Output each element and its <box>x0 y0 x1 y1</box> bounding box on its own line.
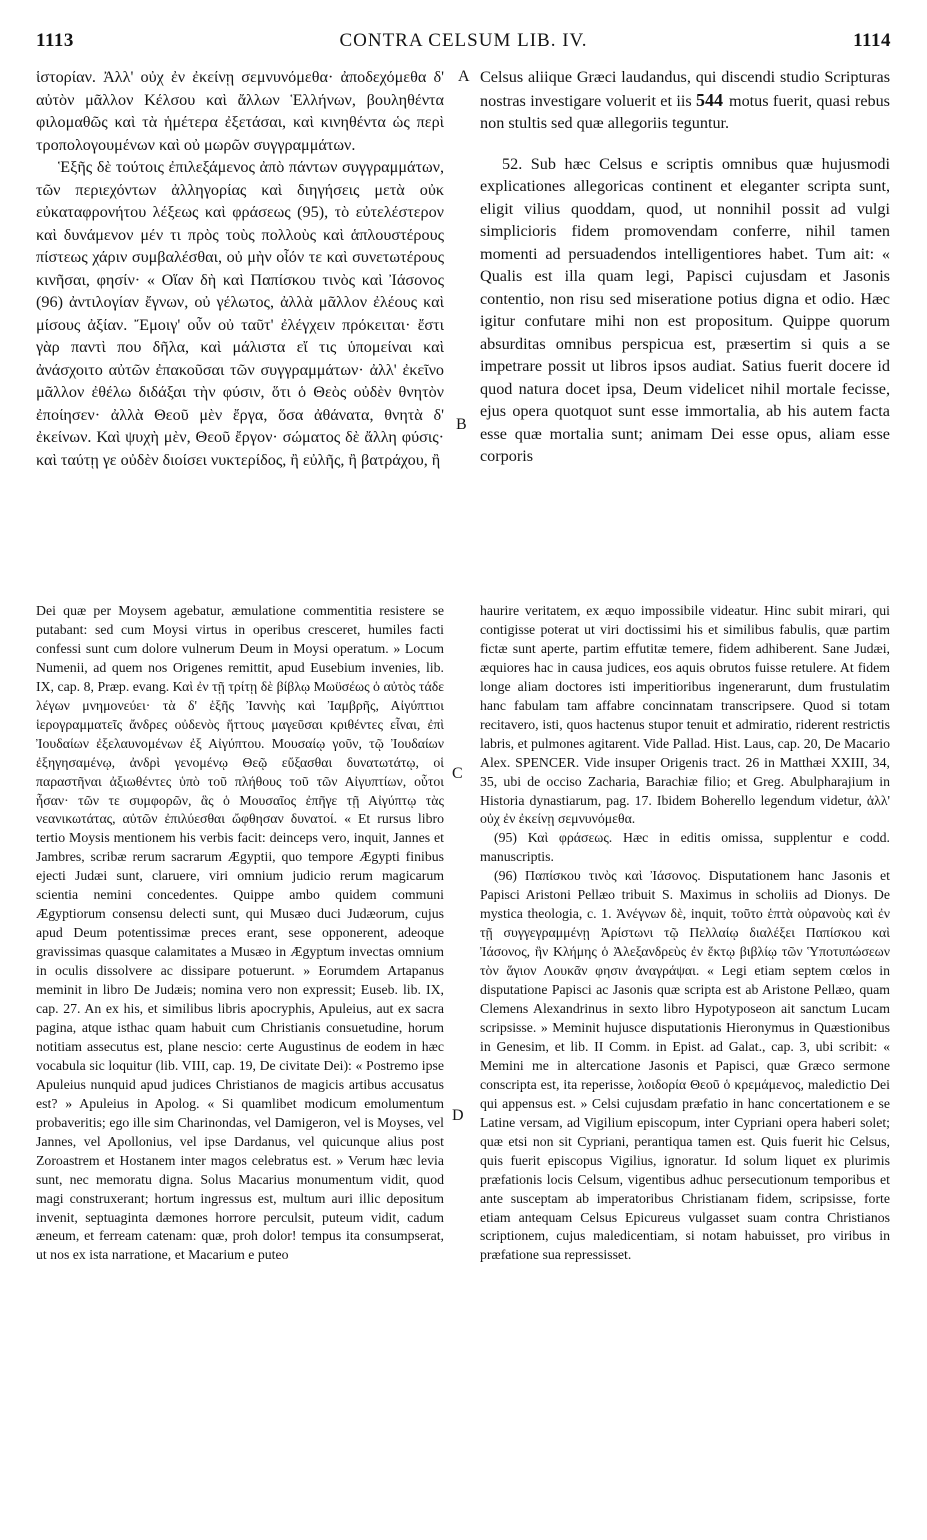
greek-paragraph-1: ἱστορίαν. Ἀλλ' οὐχ ἐν ἐκείνῃ σεμνυνόμεθα· ἀποδεχόμεθα δ' αὐτὸν μᾶλλον Κέλσου καὶ ἄλλων Ἑλλήνων, βουληθέντα φιλομαθῶς καὶ τὰ ἡμέτερα ἐξετάσαι, καὶ κινηθέντα ὡς περὶ τροπολογουμένων καὶ οὐ μωρῶν συγγραμμάτων. <box>36 68 444 154</box>
margin-letter-b: B <box>456 416 467 433</box>
column-number-544: 544 <box>696 89 723 110</box>
page-header <box>0 30 927 60</box>
note-96: (96) Παπίσκου τινὸς καὶ Ἰάσονος. Disputationem hanc Jasonis et Papisci Aristoni Pellæo tribuit S. Maximus in scholiis ad Dionys. De mystica theologia, c. 1. Ἀνέγνων δὲ, inquit, τοῦτο ἑπτὰ οὐρανοὺς καὶ ἐν τῇ συγγεγραμμένῃ Ἀρίστωνι τῷ Πελλαίῳ διαλέξει Παπίσκου καὶ Ἰάσονος, ἣν Κλήμης ὁ Ἀλεξανδρεὺς ἐν ἕκτῳ βιβλίῳ τῶν Ὑποτυπώσεων τὸν ἅγιον Λουκᾶν φησιν ἀναγράψαι. « Legi etiam septem cœlos in disputatione Papisci ac Jasonis quæ scripta est ab Aristone Pellæo, quam Clemens Alexandrinus in sexto libro Hypotyposeon ait sanctum Lucam scripsisse. » Meminit hujusce disputationis Hieronymus in Quæstionibus in Genesim, et lib. II Comm. in Epist. ad Galat., cap. 3, ubi scribit: « Memini me in altercatione Jasonis et Papisci, quæ Græco sermone conscripta est, ita reperisse, λοιδορία Θεοῦ ὁ κρεμάμενος, maledictio Dei qui appensus est. » Celsi cujusdam præfatio in hanc concertationem e se Latine versam, ad Vigilium episcopum, inter Cypriani opera haberi solet; quæ etsi non sit Cypriani, perantiqua tamen est. Quis fuerit hic Celsus, quis fuerit episcopus Vigilius, ignoratur. Id solum liquet ex plurimis præfationis locis Celsum, vigentibus adhuc persecutionum temporibus et ante susceptam ab imperatoribus Christianam fidem, scripsisse, forte etiam antequam Celsus Epicureus vulgasset suam contra Christianos scriptionem, cujus maledicentiam, si notam habuisset, pro viribus in præfatione sua repressisset. <box>480 868 890 1263</box>
right-page-number: 1114 <box>853 30 891 51</box>
latin-paragraph-1-text: Celsus aliique Græci laudandus, qui discendi studio Scripturas nostras investigare voluerit et iis 544 motus fuerit, quasi rebus non stultis sed quæ allegoriis teguntur. <box>480 68 890 132</box>
note-continuation-right: haurire veritatem, ex æquo impossibile videatur. Hinc subit mirari, qui contigisse poterat ut viri doctissimi his et similibus fabulis, quæ partim fictæ sunt aperte, partim effutitæ temere, fidem adhiberent. Sane Judæi, æquiores hac in causa judices, eos aquis obrutos fuisse retulere. At fidem longe aliam doctores isti imperitioribus ingenerarunt, dum frustulatim hanc fabulam tam affabre concinnatam transcripsere. Quod si totam recitavero, isti, quos hactenus stupor tenuit et admiratio, riderent restrictis labris, et pulmones agitarent. Vide Pallad. Hist. Laus, cap. 20, De Macario Alex. SPENCER. Vide insuper Origenis tract. 26 in Matthæi XXIII, 34, 35, ubi de occiso Zacharia, Barachiæ filio; et Greg. Abulpharajium in Historia dynastiarum, pag. 17. Ibidem Boherello legendum videtur, ἀλλ' οὐχ ἐν ἐκείνῃ σεμνυνόμεθα. <box>480 603 890 827</box>
margin-letter-a: A <box>458 68 470 85</box>
greek-paragraph-2: Ἑξῆς δὲ τούτοις ἐπιλεξάμενος ἀπὸ πάντων συγγραμμάτων, τῶν περιεχόντων ἀλληγορίας καὶ διηγήσεις μετὰ οὐκ εὐκαταφρονήτου λέξεως καὶ φράσεως (95), τὸ εὐτελέστερον καὶ δυνάμενον μέν τι πρὸς τοὺς πολλοὺς καὶ ἁπλουστέρους πίστεως χάριν συμβαλέσθαι, οὐ μὴν οἷόν τε καὶ συνετωτέρους κινῆσαι, φησίν· « Οἵαν δὴ καὶ Παπίσκου τινὸς καὶ Ἰάσονος (96) ἀντιλογίαν ἔγνων, οὐ γέλωτος, ἀλλὰ μᾶλλον ἐλέους καὶ μίσους ἀξίαν. Ἔμοιγ' οὖν οὐ ταῦτ' ἐλέγχειν πρόκειται· ἔστι γὰρ παντὶ που δῆλα, καὶ μάλιστα εἴ τις ὑπομείναι καὶ ἀνάσχοιτο αὐτῶν ἐπακοῦσαι τῶν συγγραμμάτων· ἀλλ' ἐκεῖνο μᾶλλον ἐθέλω διδάξαι τὴν φύσιν, ὅτι ὁ Θεὸς οὐδὲν θνητὸν ἐποίησεν· ἀλλὰ Θεοῦ μὲν ἔργα, ὅσα ἀθάνατα, θνητὰ δ' ἐκείνων. Καὶ ψυχὴ μὲν, Θεοῦ ἔργον· σώματος δὲ ἄλλη φύσις· καὶ ταύτῃ γε οὐδὲν διοίσει νυκτερίδος, ἢ εὐλῆς, ἢ βατράχου, ἢ <box>36 158 444 469</box>
running-title: CONTRA CELSUM LIB. IV. <box>339 30 588 51</box>
greek-text-column <box>36 66 444 471</box>
left-page-number: 1113 <box>36 30 74 51</box>
notes-right-column <box>480 602 890 1265</box>
margin-letter-d: D <box>452 1107 464 1124</box>
latin-text-column <box>480 66 890 468</box>
notes-left-column <box>36 602 444 1265</box>
latin-paragraph-2: 52. Sub hæc Celsus e scriptis omnibus quæ hujusmodi explicationes allegoricas continent et eleganter scripta sunt, eligit vilius quoddam, quod, ut nonnihil possit ad vulgi simplicioris fidem promovendam conferre, nihil tamen momenti ad persuadendos intelligentiores habet. Tum ait: « Qualis est illa quam legi, Papisci cujusdam et Jasonis contentio, non risu sed miseratione potius digna et odio. Hæc igitur confutare mihi non est propositum. Quippe quorum absurditas omnibus perspicua est, præsertim si quis a se impetrare possit ut libros ipsos audiat. Satius fuerit docere id quod natura docet ipsa, Deum videlicet nihil mortale fecisse, ejus opera quotquot sunt esse immortalia, ab his autem facta esse quæ mortalia sunt; animam Dei esse opus, aliam esse corporis <box>480 154 890 465</box>
note-continuation-left: Dei quæ per Moysem agebatur, æmulatione commentitia resistere se putabant: sed cum Moysi virtus in operibus cresceret, humiles facti confessi sunt cum dolore vulnerum Deum in Moysi operatum. » Locum Numenii, ad quem nos Origenes remittit, apud Eusebium invenies, lib. IX, cap. 8, Præp. evang. Καὶ ἐν τῇ τρίτῃ δὲ βίβλῳ Μωϋσέως ὁ αὐτὸς τάδε λέγων μνημονεύει· τὰ δ' ἑξῆς Ἰαννὴς καὶ Ἰαμβρῆς, Αἰγύπτιοι ἱερογραμματεῖς ἄνδρες οὐδενὸς ἥττους μαγεῦσαι κριθέντες εἶναι, ἐπὶ Ἰουδαίων ἐξελαυνομένων ἐξ Αἰγύπτου. Μουσαίῳ γοῦν, τῷ Ἰουδαίων ἐξηγησαμένῳ, ἀνδρὶ γενομένῳ Θεῷ εὔξασθαι δυνατωτάτῳ, οἱ παραστῆναι ἀξιωθέντες ὑπὸ τοῦ πλήθους τοῦ τῶν Αἰγυπτίων, οὗτοι ἦσαν· τῶν τε συμφορῶν, ἃς ὁ Μουσαῖος ἐπῆγε τῇ Αἰγύπτῳ τὰς νεανικωτάτας, αὐτῶν ἐπιλύεσθαι ὤφθησαν δυνατοί. « Et rursus libro tertio Moysis mentionem his verbis facit: deinceps vero, inquit, Jannes et Jambres, scribæ rerum sacrarum Ægyptii, quo tempore Ægypti finibus ejecti Judæi sunt, claruere, viri omnium judicio rerum magicarum scientia nemini concedentes. Quippe ambo quidem communi Ægyptiorum consensu delecti sunt, qui Musæo duci Judæorum, cujus apud Deum potentissimæ preces erant, sese opponerent, adeoque gravissimas quasque calamitates a Musæo in Ægyptum invectas omnium in oculis dissolvere ac dissipare potuerunt. » Eorumdem Artapanus meminit in libro De Judæis; nomina vero non expressit; Euseb. lib. IX, cap. 27. An ex his, et similibus libris apocryphis, Apuleius, aut ex sacra pagina, atque isthac quam habuit cum Christianis consuetudine, horum notitiam assecutus est, plane nescio: certe Augustinus de eodem in hæc vocabula sic loquitur (lib. VIII, cap. 19, De civitate Dei): « Postremo ipse Apuleius nunquid apud judices Christianos de magicis artibus accusatus est? » Apuleius in Apolog. « Si quamlibet modicum emolumentum probaveritis; ego ille sim Charinondas, vel Damigeron, vel is Moyses, vel Jannes, vel Apollonius, vel ipse Dardanus, vel quicunque alius post Zoroastrem et Hostanem inter magos celebratus est. » Verum hæc levia sunt, nec memoratu digna. Solus Macarius monumentum vidit, quod magi construxerant; hortum ingressus est, multum auri illic depositum invenit, septuaginta dæmones horrore perculsit, puteum vidit, cadum æneum, et ferream catenam: quæ, proh dolor! tempus ita consumpserat, ut nos ex ista narratione, et Macarium e puteo <box>36 603 444 1263</box>
note-95: (95) Καὶ φράσεως. Hæc in editis omissa, supplentur e codd. manuscriptis. <box>480 830 890 865</box>
latin-paragraph-1 <box>480 66 890 135</box>
margin-letter-c: C <box>452 765 463 782</box>
